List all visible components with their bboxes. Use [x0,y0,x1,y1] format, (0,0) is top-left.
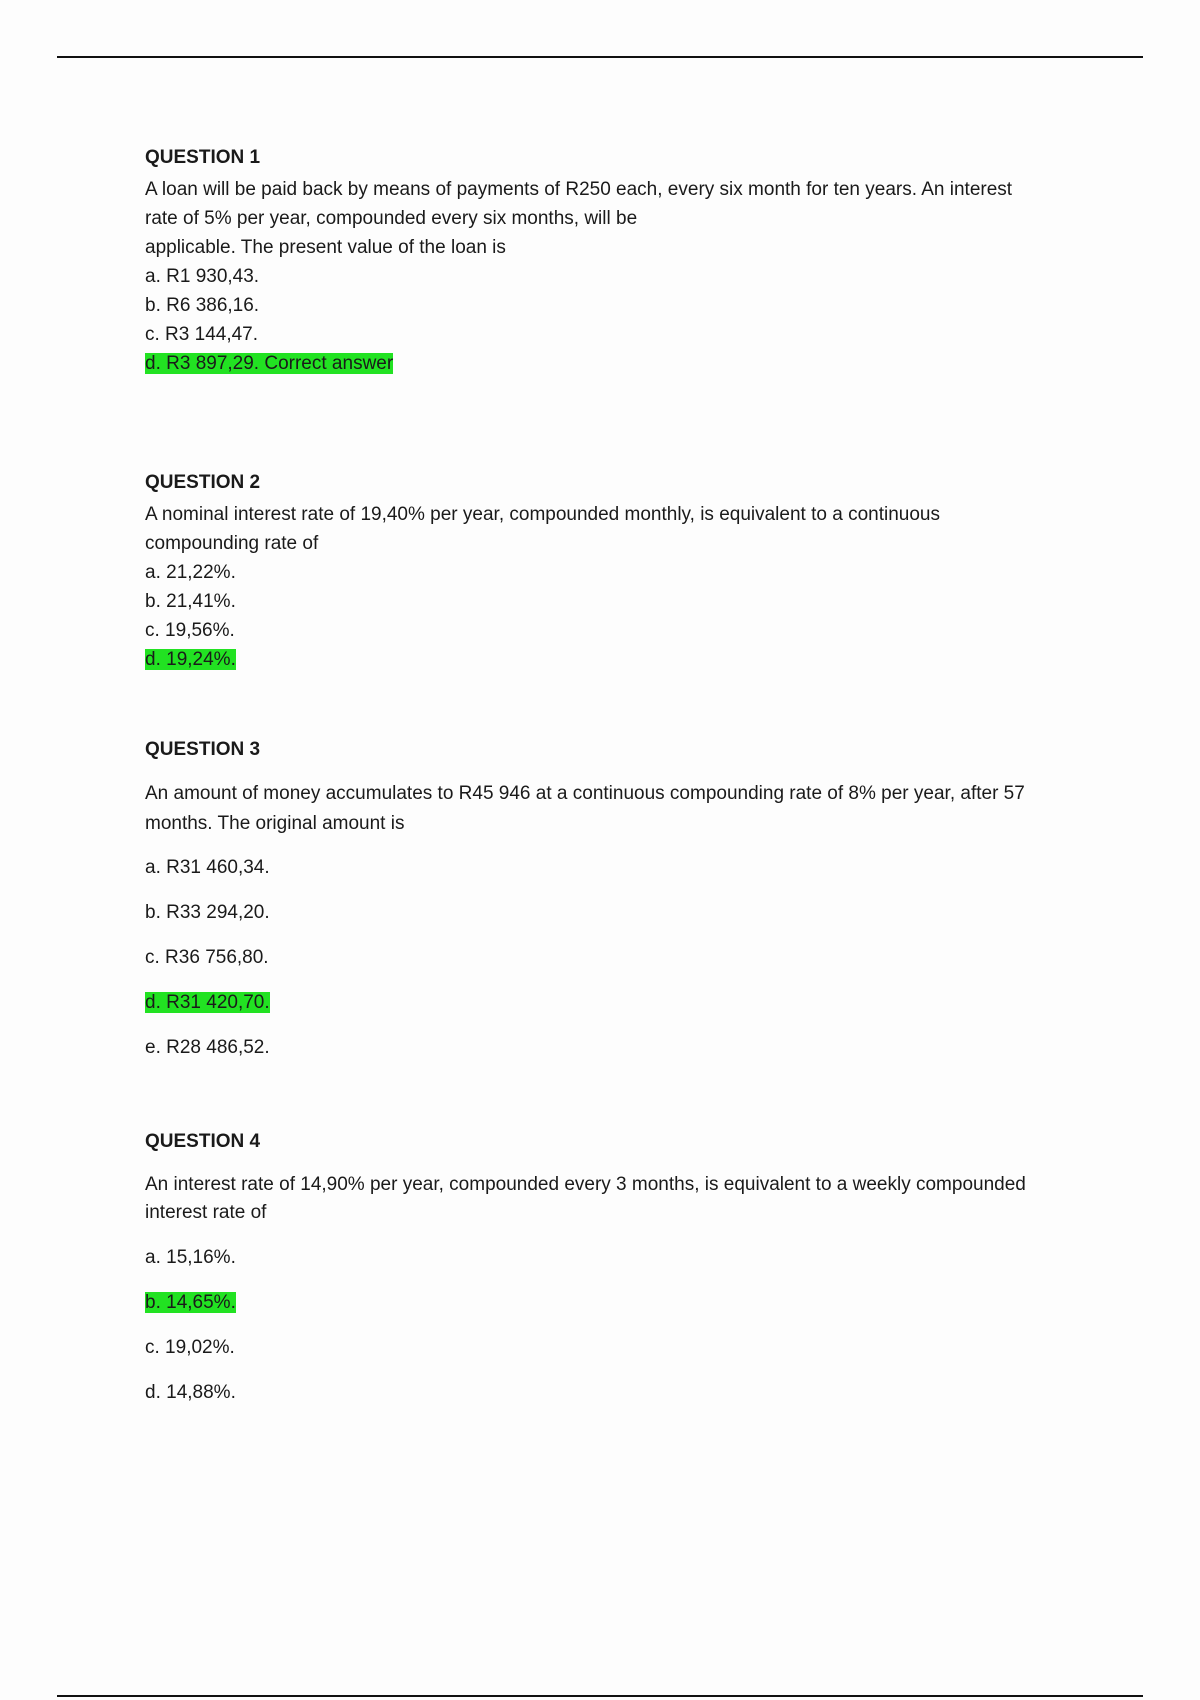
question-2 [145,470,1095,674]
question-text-line: compounding rate of [145,533,319,554]
answer-option-text: e. R28 486,52. [145,1037,270,1058]
answer-option [145,943,1095,972]
question-title: QUESTION 3 [145,739,261,760]
correct-answer-option [145,988,1095,1017]
answer-option-text: c. R3 144,47. [145,324,259,345]
question-text-line: An interest rate of 14,90% per year, compounded every 3 months, is equivalent to a weekly compounded [145,1174,1026,1195]
answer-option [145,853,1095,882]
answer-option-text: b. R6 386,16. [145,295,260,316]
question-text-line: A nominal interest rate of 19,40% per year, compounded monthly, is equivalent to a continuous [145,504,940,525]
answer-option [145,262,1095,291]
answer-option-text: b. 14,65%. [145,1292,236,1313]
answer-option-text: c. R36 756,80. [145,947,269,968]
answer-option [145,1243,1095,1272]
header-rule [57,56,1143,58]
answer-options [145,262,1095,378]
question-title: QUESTION 1 [145,147,261,168]
question-title: QUESTION 4 [145,1131,261,1152]
answer-options [145,1243,1095,1407]
answer-option [145,1333,1095,1362]
answer-option [145,558,1095,587]
question-text [145,1171,1095,1227]
question-4 [145,1129,1095,1423]
question-text-line: A loan will be paid back by means of payments of R250 each, every six month for ten years. An interest [145,179,1013,200]
answer-options [145,558,1095,674]
answer-option-text: d. R3 897,29. Correct answer [145,353,394,374]
footer-rule [57,1695,1143,1697]
answer-option-text: a. R31 460,34. [145,857,270,878]
answer-options [145,853,1095,1062]
correct-answer-option [145,349,1095,378]
answer-option-text: d. R31 420,70. [145,992,270,1013]
question-text [145,779,1095,839]
question-text-line: An amount of money accumulates to R45 946 at a continuous compounding rate of 8% per year, after 57 [145,783,1025,804]
answer-option [145,587,1095,616]
answer-option-text: b. 21,41%. [145,591,236,612]
question-text-line: rate of 5% per year, compounded every six months, will be [145,208,638,229]
question-title: QUESTION 2 [145,472,261,493]
answer-option-text: b. R33 294,20. [145,902,270,923]
answer-option-text: d. 14,88%. [145,1382,236,1403]
question-text-line: months. The original amount is [145,813,405,834]
question-text-line: applicable. The present value of the loan is [145,237,506,258]
answer-option-text: a. 21,22%. [145,562,236,583]
answer-option [145,1033,1095,1062]
answer-option [145,291,1095,320]
answer-option-text: a. 15,16%. [145,1247,236,1268]
answer-option [145,898,1095,927]
answer-option-text: d. 19,24%. [145,649,236,670]
answer-option-text: a. R1 930,43. [145,266,260,287]
answer-option-text: c. 19,56%. [145,620,235,641]
question-text-line: interest rate of [145,1202,267,1223]
correct-answer-option [145,645,1095,674]
question-3 [145,737,1095,1078]
answer-option [145,1378,1095,1407]
answer-option [145,320,1095,349]
answer-option [145,616,1095,645]
correct-answer-option [145,1288,1095,1317]
answer-option-text: c. 19,02%. [145,1337,235,1358]
question-1 [145,145,1095,378]
